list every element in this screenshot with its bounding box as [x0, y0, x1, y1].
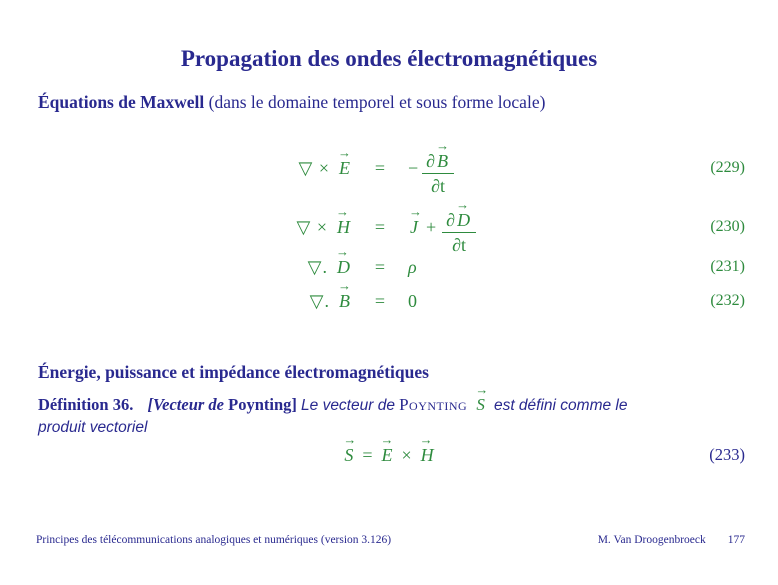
- equation-number-232: (232): [710, 292, 745, 309]
- equation-number-230: (230): [710, 218, 745, 235]
- vector-arrow-icon: →: [380, 431, 394, 447]
- definition-line-1: [38, 382, 748, 415]
- vector-arrow-icon: →: [338, 277, 351, 293]
- vector-arrow-icon: →: [419, 431, 433, 447]
- equals-sign: =: [362, 444, 373, 465]
- vector-S: [342, 431, 357, 466]
- zero-value: 0: [408, 290, 417, 311]
- equation-232-lhs: [0, 277, 352, 312]
- definition-bracket-roman: Poynting]: [228, 395, 297, 414]
- nabla-dot-operator: ▽.: [307, 256, 328, 277]
- nabla-dot-operator: ▽.: [309, 290, 330, 311]
- vector-E: [337, 144, 352, 179]
- energy-section-heading: Énergie, puissance et impédance électromagnétiques: [38, 362, 429, 382]
- vector-J: [408, 203, 422, 238]
- vector-arrow-icon: →: [475, 382, 489, 397]
- fraction-dD-dt: [442, 198, 476, 256]
- definition-36: [38, 382, 748, 437]
- definition-label: Définition 36.: [38, 395, 134, 414]
- equation-231: [0, 243, 745, 282]
- vector-B: [435, 138, 450, 172]
- vector-letter: B: [437, 151, 449, 171]
- definition-bracket-italic: [Vecteur de: [147, 395, 224, 414]
- vector-H: [419, 431, 436, 466]
- slide-title: Propagation des ondes électromagnétiques: [180, 46, 598, 71]
- vector-letter: H: [420, 444, 434, 465]
- fraction-denominator: ∂t: [452, 235, 467, 255]
- vector-letter: J: [410, 216, 418, 237]
- equation-number-231: (231): [710, 258, 745, 275]
- fraction-denominator: ∂t: [431, 176, 446, 196]
- maxwell-heading-rest: (dans le domaine temporel et sous forme locale): [208, 92, 546, 112]
- vector-arrow-icon: →: [343, 431, 357, 447]
- vector-H: [335, 203, 352, 238]
- vector-arrow-icon: →: [409, 203, 422, 219]
- rho-symbol: ρ: [408, 256, 417, 277]
- vector-letter: H: [337, 216, 350, 237]
- fraction-numerator: [442, 198, 476, 233]
- equation-230: [0, 199, 745, 255]
- footer-course-title: Principes des télécommunications analogiques et numériques (version 3.126): [36, 534, 392, 546]
- equation-number-233: (233): [709, 445, 745, 464]
- poynting-smallcaps: Poynting: [399, 395, 468, 414]
- equation-229-rhs: [408, 139, 454, 197]
- cross-product-sign: ×: [401, 444, 412, 465]
- equation-230-rhs: [408, 198, 476, 256]
- equals-sign: =: [374, 157, 386, 178]
- partial-symbol: ∂: [426, 151, 436, 171]
- equation-230-lhs: [0, 203, 352, 238]
- vector-E: [380, 431, 395, 466]
- equation-232: [0, 277, 745, 316]
- vector-arrow-icon: →: [338, 144, 351, 160]
- minus-sign: −: [408, 157, 419, 178]
- vector-arrow-icon: →: [336, 243, 349, 259]
- definition-body-post: est défini comme le: [493, 397, 628, 414]
- vector-letter: D: [337, 256, 350, 277]
- nabla-cross-operator: ▽ ×: [296, 216, 328, 237]
- vector-S: [474, 382, 489, 415]
- vector-D: [455, 197, 472, 231]
- equation-229-lhs: [0, 144, 352, 179]
- maxwell-heading: [38, 92, 545, 113]
- vector-arrow-icon: →: [336, 203, 349, 219]
- vector-letter: S: [344, 444, 354, 465]
- fraction-numerator: [422, 139, 454, 174]
- vector-letter: S: [476, 395, 485, 414]
- definition-line-2: produit vectoriel: [38, 419, 148, 436]
- vector-letter: E: [339, 157, 350, 178]
- vector-letter: E: [381, 444, 393, 465]
- fraction-dB-dt: [422, 139, 454, 197]
- equals-sign: =: [374, 290, 386, 311]
- vector-letter: D: [457, 210, 471, 230]
- plus-sign: +: [426, 216, 437, 237]
- equation-229: [0, 140, 745, 196]
- equals-sign: =: [374, 216, 386, 237]
- vector-letter: B: [339, 290, 350, 311]
- page-number: 177: [727, 534, 745, 546]
- vector-arrow-icon: →: [436, 138, 450, 153]
- footer-right: [598, 534, 745, 546]
- partial-symbol: ∂: [446, 210, 456, 230]
- vector-D: [335, 243, 352, 278]
- vector-B: [337, 277, 352, 312]
- maxwell-heading-bold: Équations de Maxwell: [38, 92, 205, 112]
- footer-author: M. Van Droogenbroeck: [597, 534, 706, 546]
- equation-233: [0, 431, 778, 470]
- equation-number-229: (229): [710, 159, 745, 176]
- equals-sign: =: [374, 256, 386, 277]
- equation-231-lhs: [0, 243, 352, 278]
- definition-body-pre: Le vecteur de: [301, 397, 395, 414]
- nabla-cross-operator: ▽ ×: [298, 157, 330, 178]
- vector-arrow-icon: →: [456, 197, 470, 212]
